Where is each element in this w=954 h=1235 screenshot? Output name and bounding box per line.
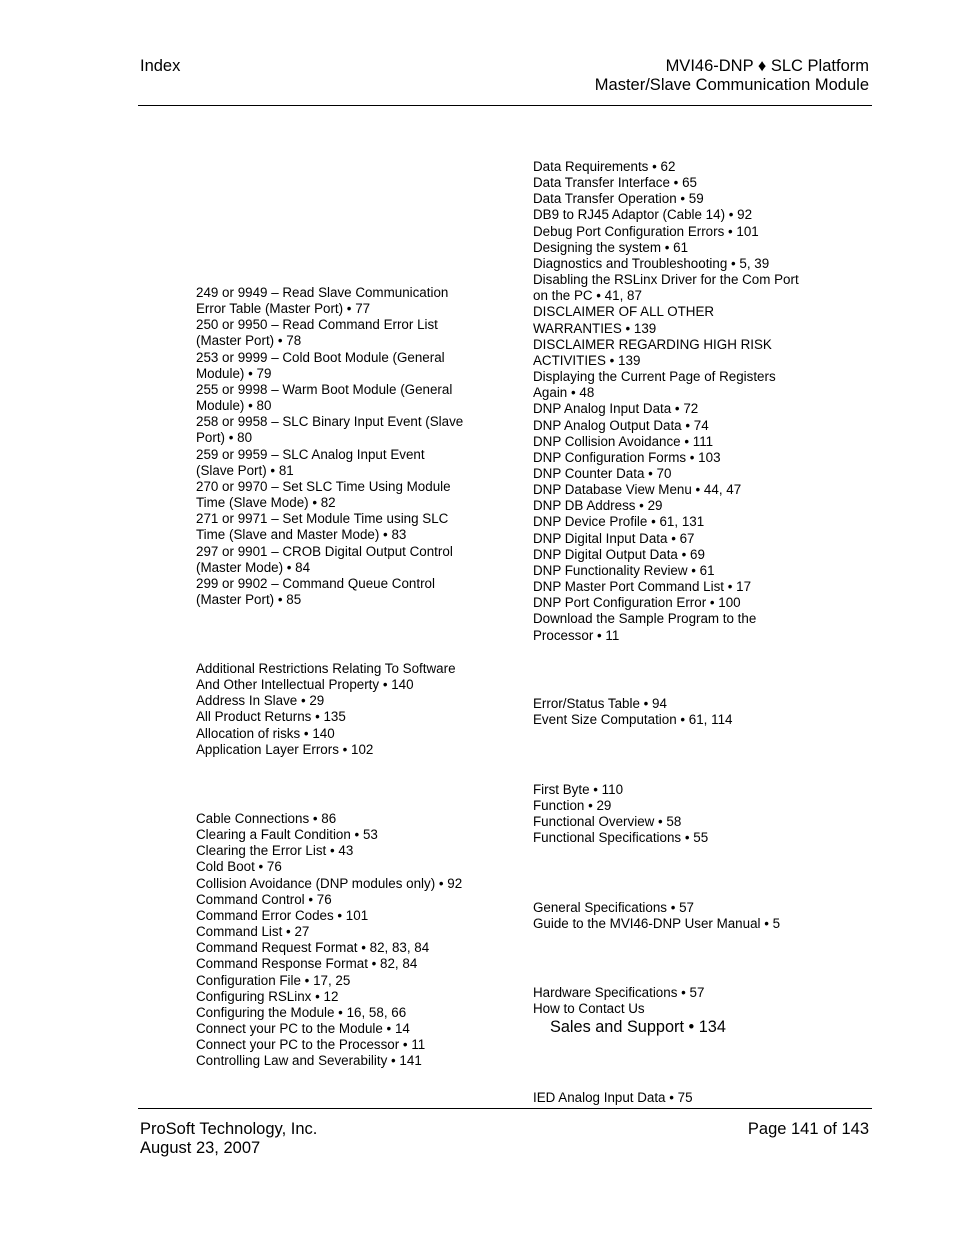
index-entry-text: 259 or 9959 – SLC Analog Input Event xyxy=(196,446,425,462)
product-line-1: MVI46-DNP ♦ SLC Platform xyxy=(665,57,869,75)
index-entry-continuation: ACTIVITIES • 139 xyxy=(533,352,641,368)
index-entry xyxy=(196,811,496,827)
index-group-g xyxy=(533,900,833,932)
index-entry xyxy=(196,285,496,317)
index-entry-text: DNP Database View Menu • 44, 47 xyxy=(533,482,742,498)
index-entry-text: Debug Port Configuration Errors • 101 xyxy=(533,223,759,239)
index-entry-continuation: Processor • 11 xyxy=(533,627,620,643)
index-entry-text: 270 or 9970 – Set SLC Time Using Module xyxy=(196,478,451,494)
index-group-e xyxy=(533,696,833,728)
index-entry xyxy=(533,830,833,846)
index-entry-text: Command Error Codes • 101 xyxy=(196,907,369,923)
index-entry xyxy=(196,726,496,742)
index-group-i xyxy=(533,1090,833,1106)
index-entry xyxy=(533,191,833,207)
index-entry xyxy=(533,304,833,336)
index-entry xyxy=(196,414,496,446)
index-entry-text: Connect your PC to the Processor • 11 xyxy=(196,1037,426,1053)
index-entry-continuation: (Slave Port) • 81 xyxy=(196,462,294,478)
section-title: Index xyxy=(140,57,181,75)
index-entry xyxy=(533,798,833,814)
index-entry xyxy=(196,1005,496,1021)
index-entry-text: Designing the system • 61 xyxy=(533,239,689,255)
index-entry-text: 250 or 9950 – Read Command Error List xyxy=(196,317,438,333)
index-entry-text: Error/Status Table • 94 xyxy=(533,696,667,711)
index-entry xyxy=(533,466,833,482)
index-entry xyxy=(196,956,496,972)
index-entry-text: DNP DB Address • 29 xyxy=(533,498,663,514)
index-entry-text: General Specifications • 57 xyxy=(533,900,695,915)
index-entry xyxy=(533,696,833,712)
index-entry-text: DNP Digital Output Data • 69 xyxy=(533,546,705,562)
index-entry-text: Configuration File • 17, 25 xyxy=(196,972,351,988)
index-entry-continuation: Module) • 79 xyxy=(196,365,272,381)
footer-date: August 23, 2007 xyxy=(140,1139,261,1157)
index-entry xyxy=(196,709,496,725)
index-entry-text: Diagnostics and Troubleshooting • 5, 39 xyxy=(533,255,770,271)
index-group-h-sub xyxy=(533,1017,833,1037)
index-entry-text: 249 or 9949 – Read Slave Communication xyxy=(196,285,449,300)
index-entry-text: How to Contact Us xyxy=(533,1001,645,1017)
index-group-c xyxy=(196,811,496,1070)
index-entry-continuation: WARRANTIES • 139 xyxy=(533,320,657,336)
index-entry-text: 253 or 9999 – Cold Boot Module (General xyxy=(196,349,445,365)
index-entry-text: Collision Avoidance (DNP modules only) • 92 xyxy=(196,875,463,891)
index-entry-text: DB9 to RJ45 Adaptor (Cable 14) • 92 xyxy=(533,207,753,223)
index-entry xyxy=(196,447,496,479)
index-entry-text: Download the Sample Program to the xyxy=(533,611,757,627)
index-entry xyxy=(533,563,833,579)
index-entry-text: Displaying the Current Page of Registers xyxy=(533,369,776,385)
index-entry xyxy=(196,892,496,908)
index-entry xyxy=(196,1037,496,1053)
index-entry-text: Data Transfer Operation • 59 xyxy=(533,191,704,207)
index-entry-continuation: Time (Slave Mode) • 82 xyxy=(196,495,336,511)
index-subentry: Sales and Support • 134 xyxy=(550,1018,726,1036)
index-entry xyxy=(533,159,833,175)
index-entry xyxy=(533,985,833,1001)
index-entry xyxy=(533,814,833,830)
index-entry xyxy=(196,317,496,349)
index-entry xyxy=(196,1021,496,1037)
footer-rule xyxy=(138,1108,872,1109)
index-entry xyxy=(533,207,833,223)
index-entry-continuation: (Master Port) • 78 xyxy=(196,333,302,349)
footer-company: ProSoft Technology, Inc. xyxy=(140,1120,318,1138)
index-entry xyxy=(196,989,496,1005)
index-entry xyxy=(196,742,496,758)
index-entry-text: DNP Configuration Forms • 103 xyxy=(533,449,721,465)
index-entry-text: DISCLAIMER OF ALL OTHER xyxy=(533,304,715,320)
index-entry-continuation: (Master Port) • 85 xyxy=(196,591,302,607)
index-entry xyxy=(196,1053,496,1069)
index-entry-text: DNP Analog Input Data • 72 xyxy=(533,401,699,417)
index-entry xyxy=(533,547,833,563)
index-entry xyxy=(533,531,833,547)
header-rule xyxy=(138,105,872,106)
index-entry xyxy=(533,256,833,272)
index-entry-text: Functional Overview • 58 xyxy=(533,814,682,830)
index-entry-text: All Product Returns • 135 xyxy=(196,709,346,725)
index-entry xyxy=(196,693,496,709)
index-entry-text: 271 or 9971 – Set Module Time using SLC xyxy=(196,511,449,527)
index-entry xyxy=(196,827,496,843)
index-entry-text: Cable Connections • 86 xyxy=(196,811,337,826)
index-entry-text: DNP Collision Avoidance • 111 xyxy=(533,433,714,449)
index-entry xyxy=(533,337,833,369)
index-entry-text: Clearing a Fault Condition • 53 xyxy=(196,827,378,843)
index-entry-text: 255 or 9998 – Warm Boot Module (General xyxy=(196,381,453,397)
index-entry-text: Command Response Format • 82, 84 xyxy=(196,956,418,972)
index-entry-text: Event Size Computation • 61, 114 xyxy=(533,712,733,728)
index-entry-text: Additional Restrictions Relating To Software xyxy=(196,661,456,676)
index-entry-text: IED Analog Input Data • 75 xyxy=(533,1090,693,1105)
index-entry xyxy=(196,350,496,382)
index-entry-text: Configuring RSLinx • 12 xyxy=(196,988,339,1004)
index-entry-text: Allocation of risks • 140 xyxy=(196,725,335,741)
document-title xyxy=(595,57,869,95)
index-entry-continuation: Error Table (Master Port) • 77 xyxy=(196,301,371,317)
index-entry-text: DISCLAIMER REGARDING HIGH RISK xyxy=(533,336,772,352)
index-entry xyxy=(196,576,496,608)
index-entry-continuation: (Master Mode) • 84 xyxy=(196,559,311,575)
index-entry xyxy=(533,900,833,916)
footer-left xyxy=(140,1120,317,1158)
index-entry-text: DNP Functionality Review • 61 xyxy=(533,562,715,578)
index-entry xyxy=(533,482,833,498)
index-entry-text: First Byte • 110 xyxy=(533,782,624,797)
index-entry xyxy=(196,382,496,414)
index-entry-text: DNP Digital Input Data • 67 xyxy=(533,530,695,546)
footer-page-number: Page 141 of 143 xyxy=(747,1120,869,1138)
index-entry xyxy=(533,272,833,304)
index-entry-text: 299 or 9902 – Command Queue Control xyxy=(196,575,435,591)
index-entry xyxy=(533,579,833,595)
index-entry-continuation: Time (Slave and Master Mode) • 83 xyxy=(196,527,407,543)
index-entry-text: 297 or 9901 – CROB Digital Output Control xyxy=(196,543,453,559)
index-entry-text: Disabling the RSLinx Driver for the Com Port xyxy=(533,272,799,288)
index-group-numbers xyxy=(196,285,496,608)
index-entry-text: Data Requirements • 62 xyxy=(533,159,676,174)
index-entry xyxy=(533,175,833,191)
index-entry xyxy=(196,940,496,956)
index-entry-text: Controlling Law and Severability • 141 xyxy=(196,1053,422,1069)
index-entry-continuation: Module) • 80 xyxy=(196,398,272,414)
index-entry-text: Command List • 27 xyxy=(196,924,310,940)
index-entry-text: Command Request Format • 82, 83, 84 xyxy=(196,940,430,956)
index-entry xyxy=(196,924,496,940)
index-entry-continuation: And Other Intellectual Property • 140 xyxy=(196,677,414,693)
index-entry xyxy=(196,876,496,892)
index-entry-text: DNP Counter Data • 70 xyxy=(533,465,672,481)
index-entry-text: Cold Boot • 76 xyxy=(196,859,282,875)
index-entry-continuation: Port) • 80 xyxy=(196,430,253,446)
index-entry xyxy=(533,450,833,466)
index-entry-text: Guide to the MVI46-DNP User Manual • 5 xyxy=(533,916,781,932)
index-entry-continuation: Again • 48 xyxy=(533,385,595,401)
index-entry xyxy=(533,434,833,450)
index-entry-text: DNP Device Profile • 61, 131 xyxy=(533,514,705,530)
index-entry xyxy=(196,908,496,924)
index-entry-text: Function • 29 xyxy=(533,798,612,814)
product-line-2: Master/Slave Communication Module xyxy=(594,76,869,94)
index-entry xyxy=(533,498,833,514)
index-entry xyxy=(196,511,496,543)
index-entry xyxy=(196,859,496,875)
index-entry xyxy=(533,224,833,240)
index-entry xyxy=(533,401,833,417)
index-group-d xyxy=(533,159,833,644)
index-entry xyxy=(533,782,833,798)
index-entry xyxy=(196,973,496,989)
index-entry xyxy=(196,544,496,576)
index-entry xyxy=(533,1090,833,1106)
index-entry-text: Application Layer Errors • 102 xyxy=(196,741,374,757)
index-entry-text: Connect your PC to the Module • 14 xyxy=(196,1021,410,1037)
index-entry-text: Clearing the Error List • 43 xyxy=(196,843,354,859)
index-entry xyxy=(533,916,833,932)
index-entry-text: DNP Master Port Command List • 17 xyxy=(533,579,752,595)
index-entry xyxy=(533,1001,833,1017)
index-entry xyxy=(533,369,833,401)
index-entry-text: DNP Port Configuration Error • 100 xyxy=(533,595,741,611)
index-entry-text: Configuring the Module • 16, 58, 66 xyxy=(196,1004,407,1020)
index-entry-text: 258 or 9958 – SLC Binary Input Event (Slave xyxy=(196,414,464,430)
index-entry xyxy=(533,240,833,256)
index-entry-text: Functional Specifications • 55 xyxy=(533,830,709,846)
index-entry xyxy=(533,611,833,643)
index-entry-continuation: on the PC • 41, 87 xyxy=(533,288,642,304)
index-entry xyxy=(533,712,833,728)
index-entry xyxy=(533,418,833,434)
index-entry-text: Hardware Specifications • 57 xyxy=(533,985,705,1000)
index-entry xyxy=(533,595,833,611)
index-group-h xyxy=(533,985,833,1017)
index-entry xyxy=(533,514,833,530)
index-group-a xyxy=(196,661,496,758)
index-entry-text: DNP Analog Output Data • 74 xyxy=(533,417,709,433)
index-entry-text: Command Control • 76 xyxy=(196,891,332,907)
index-entry-text: Address In Slave • 29 xyxy=(196,693,325,709)
index-entry xyxy=(196,843,496,859)
index-entry-text: Data Transfer Interface • 65 xyxy=(533,175,697,191)
index-entry xyxy=(196,479,496,511)
index-group-f xyxy=(533,782,833,847)
index-entry xyxy=(196,661,496,693)
